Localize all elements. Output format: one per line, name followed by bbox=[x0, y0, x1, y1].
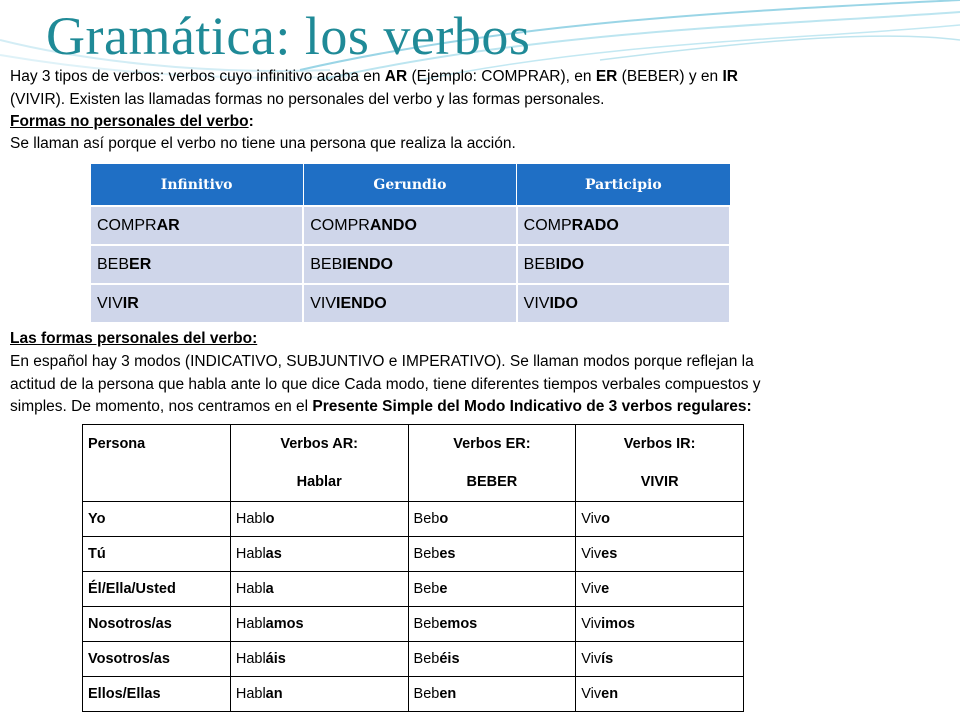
table-row bbox=[90, 284, 730, 323]
table-cell: VIVIENDO bbox=[303, 284, 516, 323]
table-cell: Habla bbox=[230, 572, 408, 607]
conjugation-table bbox=[82, 424, 744, 712]
table-cell: Bebe bbox=[408, 572, 576, 607]
table-cell: BEBER bbox=[90, 245, 303, 284]
table-row bbox=[83, 537, 744, 572]
table-cell: Él/Ella/Usted bbox=[83, 572, 231, 607]
page-title: Gramática: los verbos bbox=[46, 6, 531, 66]
header-verbos-er: Verbos ER: BEBER bbox=[408, 425, 576, 502]
table-row bbox=[90, 245, 730, 284]
table-cell: Bebo bbox=[408, 502, 576, 537]
table-cell: Hablo bbox=[230, 502, 408, 537]
table-cell: Vivimos bbox=[576, 607, 744, 642]
header-participio: Participio bbox=[517, 164, 730, 207]
personal-heading: Las formas personales del verbo: bbox=[10, 330, 258, 347]
table-row bbox=[83, 572, 744, 607]
table-cell: COMPRANDO bbox=[303, 206, 516, 245]
nonpersonal-forms-table bbox=[89, 163, 731, 324]
header-verbos-ir: Verbos IR: VIVIR bbox=[576, 425, 744, 502]
table-cell: Hablamos bbox=[230, 607, 408, 642]
table-cell: VIVIR bbox=[90, 284, 303, 323]
header-persona: Persona bbox=[83, 425, 231, 502]
table-cell: Bebes bbox=[408, 537, 576, 572]
personal-line-3: simples. De momento, nos centramos en el Presente Simple del Modo Indicativo de 3 verbos regulares: bbox=[10, 398, 752, 415]
header-gerundio: Gerundio bbox=[303, 164, 516, 207]
table-row bbox=[83, 677, 744, 712]
table-row bbox=[83, 502, 744, 537]
table-cell: Viven bbox=[576, 677, 744, 712]
personal-line-1: En español hay 3 modos (INDICATIVO, SUBJUNTIVO e IMPERATIVO). Se llaman modos porque reflejan la bbox=[10, 353, 754, 370]
table-row bbox=[83, 642, 744, 677]
table-row bbox=[83, 607, 744, 642]
table-row bbox=[90, 206, 730, 245]
table-cell: Vivo bbox=[576, 502, 744, 537]
table-cell: COMPRAR bbox=[90, 206, 303, 245]
table-cell: BEBIENDO bbox=[303, 245, 516, 284]
header-infinitivo: Infinitivo bbox=[90, 164, 303, 207]
table-cell: COMPRADO bbox=[517, 206, 730, 245]
table-cell: Bebéis bbox=[408, 642, 576, 677]
table-cell: Tú bbox=[83, 537, 231, 572]
intro-line-1: Hay 3 tipos de verbos: verbos cuyo infinitivo acaba en AR (Ejemplo: COMPRAR), en ER (BEBER) y en IR bbox=[10, 68, 738, 85]
table-cell: Vosotros/as bbox=[83, 642, 231, 677]
table-cell: Habláis bbox=[230, 642, 408, 677]
personal-line-2: actitud de la persona que habla ante lo que dice Cada modo, tiene diferentes tiempos verbales compuestos y bbox=[10, 376, 761, 393]
nonpersonal-heading: Formas no personales del verbo: bbox=[10, 113, 254, 130]
table-cell: Hablas bbox=[230, 537, 408, 572]
table-cell: Beben bbox=[408, 677, 576, 712]
header-verbos-ar: Verbos AR: Hablar bbox=[230, 425, 408, 502]
table-cell: BEBIDO bbox=[517, 245, 730, 284]
table-header-row bbox=[90, 164, 730, 207]
table-cell: Nosotros/as bbox=[83, 607, 231, 642]
table-cell: Ellos/Ellas bbox=[83, 677, 231, 712]
table-cell: Hablan bbox=[230, 677, 408, 712]
table-cell: VIVIDO bbox=[517, 284, 730, 323]
table-cell: Yo bbox=[83, 502, 231, 537]
table-cell: Vive bbox=[576, 572, 744, 607]
table-cell: Vives bbox=[576, 537, 744, 572]
table-cell: Vivís bbox=[576, 642, 744, 677]
table-header-row bbox=[83, 425, 744, 502]
intro-line-2: (VIVIR). Existen las llamadas formas no personales del verbo y las formas personales. bbox=[10, 91, 605, 108]
nonpersonal-text: Se llaman así porque el verbo no tiene una persona que realiza la acción. bbox=[10, 135, 516, 152]
table-cell: Bebemos bbox=[408, 607, 576, 642]
